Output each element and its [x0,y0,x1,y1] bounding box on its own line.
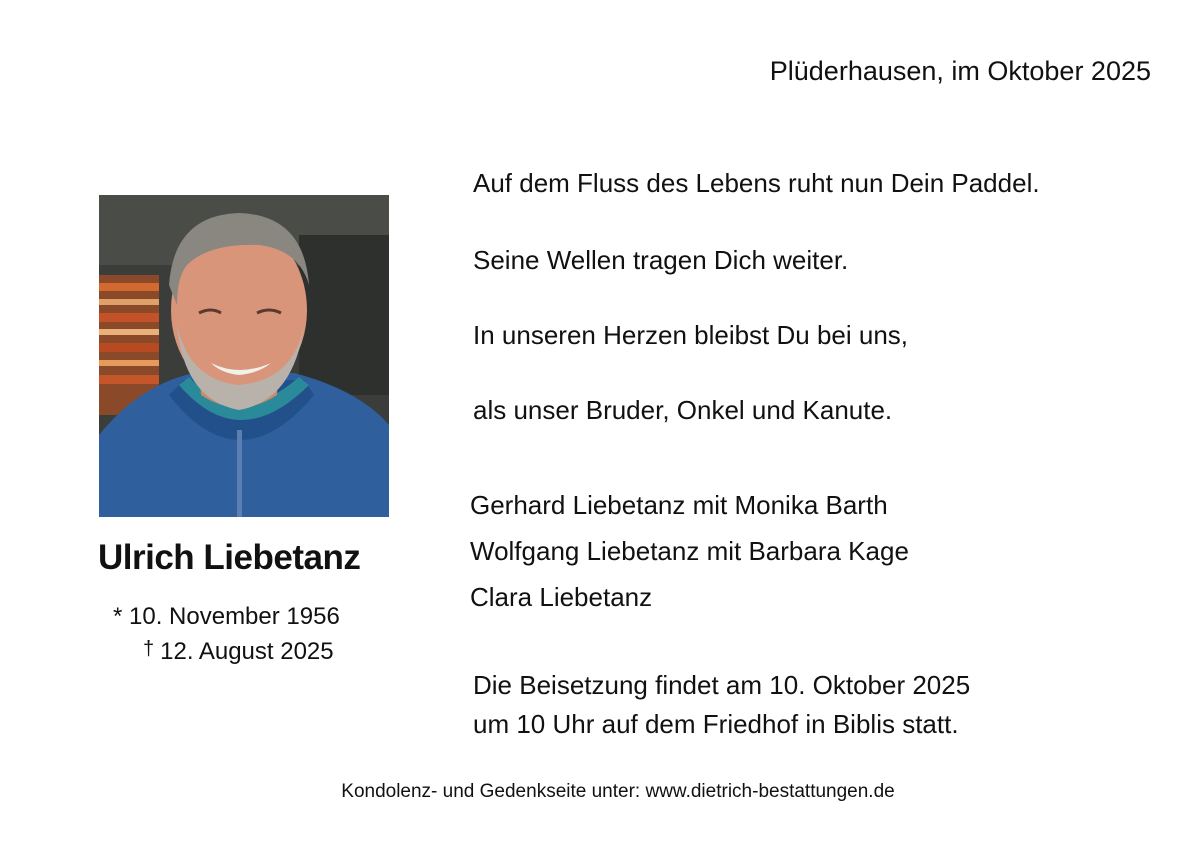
verse-line: Auf dem Fluss des Lebens ruht nun Dein Paddel. [473,168,1040,198]
funeral-info-line: Die Beisetzung findet am 10. Oktober 2025 [473,670,971,700]
mourner-name: Clara Liebetanz [470,582,653,612]
portrait-photo [99,195,389,517]
death-date-line [143,638,334,666]
mourner-name: Wolfgang Liebetanz mit Barbara Kage [470,536,909,566]
cross-icon: † [143,638,155,660]
condolence-note: Kondolenz- und Gedenkseite unter: www.dietrich-bestattungen.de [341,781,895,802]
verse-line: als unser Bruder, Onkel und Kanute. [473,395,893,425]
mourner-name: Gerhard Liebetanz mit Monika Barth [470,490,888,520]
place-date: Plüderhausen, im Oktober 2025 [769,56,1151,86]
death-date: 12. August 2025 [160,638,334,665]
birth-date: * 10. November 1956 [113,603,340,630]
verse-line: In unseren Herzen bleibst Du bei uns, [473,320,909,350]
funeral-info-line: um 10 Uhr auf dem Friedhof in Biblis statt. [473,709,959,739]
deceased-name: Ulrich Liebetanz [98,538,361,577]
verse-line: Seine Wellen tragen Dich weiter. [473,245,849,275]
